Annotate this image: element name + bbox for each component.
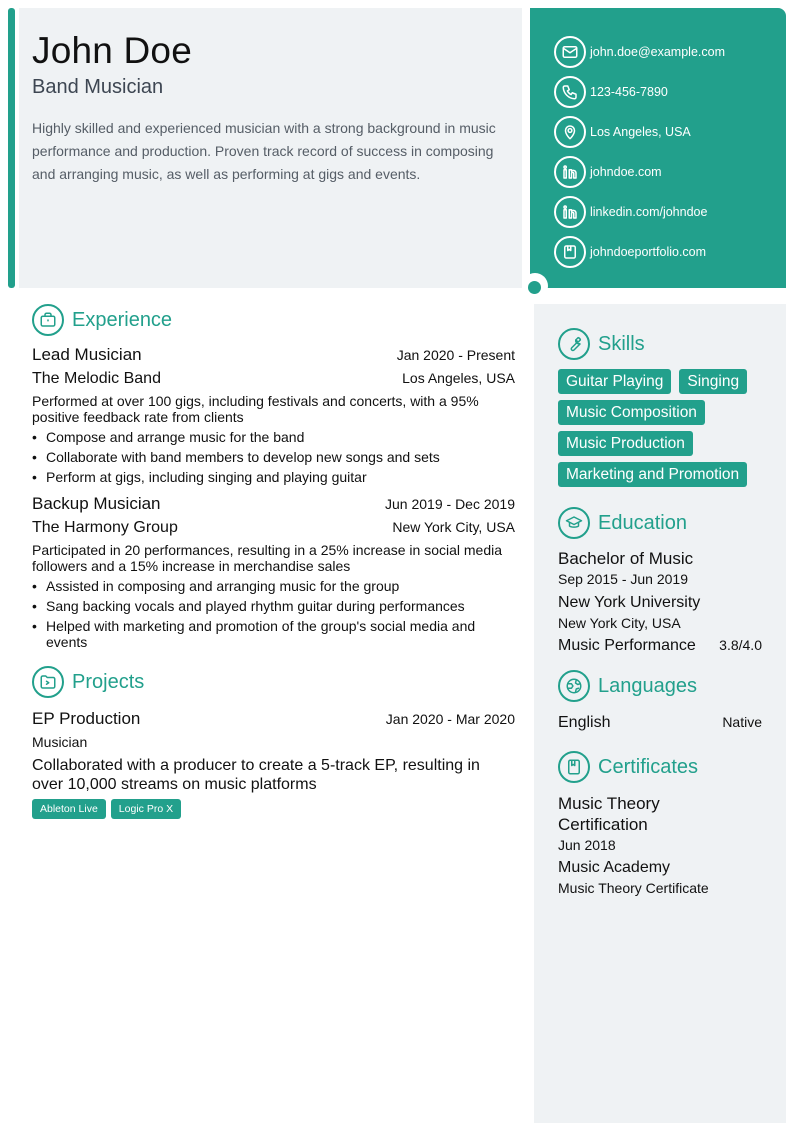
header-notch-dot [528, 281, 541, 294]
briefcase-icon [32, 304, 64, 336]
contact-portfolio-text: johndoeportfolio.com [590, 245, 707, 259]
education-degree: Bachelor of Music [558, 549, 694, 568]
candidate-title: Band Musician [32, 76, 164, 98]
education-gpa: 3.8/4.0 [719, 637, 762, 653]
contact-phone-text: 123-456-7890 [590, 85, 668, 99]
contact-linkedin-text: linkedin.com/johndoe [590, 205, 708, 219]
job-entry [32, 493, 515, 650]
wrench-icon [558, 328, 590, 360]
folder-icon [32, 666, 64, 698]
job-entry [32, 344, 515, 485]
certificate-date: Jun 2018 [558, 837, 616, 853]
job-bullet: • Collaborate with band members to develop new songs and sets [32, 449, 515, 465]
job-bullet: • Compose and arrange music for the band [32, 429, 515, 445]
education-entry [558, 548, 762, 656]
certificate-description: Music Theory Certificate [558, 880, 709, 896]
project-description: Collaborated with a producer to create a 5-track EP, resulting in over 10,000 streams on music platforms [32, 757, 480, 793]
education-dates: Sep 2015 - Jun 2019 [558, 571, 688, 587]
contact-panel [530, 8, 786, 288]
sidebar [534, 304, 786, 1123]
education-field: Music Performance [558, 637, 696, 654]
project-title: EP Production [32, 709, 141, 728]
job-summary: Performed at over 100 gigs, including festivals and concerts, with a 95% positive feedback rate from clients [32, 393, 479, 425]
job-location: Los Angeles, USA [402, 370, 515, 386]
book-icon [558, 751, 590, 783]
contact-linkedin[interactable] [554, 192, 786, 232]
contact-portfolio[interactable] [554, 232, 786, 272]
job-bullets [32, 578, 515, 650]
language-level: Native [722, 714, 762, 730]
certificate-entry [558, 793, 762, 899]
location-icon [554, 116, 586, 148]
contact-website-text: johndoe.com [590, 165, 662, 179]
portfolio-icon [554, 236, 586, 268]
education-title: Education [598, 511, 687, 534]
graduation-cap-icon [558, 507, 590, 539]
mail-icon [554, 36, 586, 68]
projects-title: Projects [72, 670, 145, 693]
contact-location [554, 112, 786, 152]
education-heading [558, 507, 762, 539]
skills-title: Skills [598, 332, 645, 355]
project-date: Jan 2020 - Mar 2020 [385, 711, 515, 727]
job-date: Jan 2020 - Present [396, 347, 515, 363]
job-date: Jun 2019 - Dec 2019 [385, 496, 515, 512]
project-tag: Ableton Live [32, 799, 106, 819]
certificates-title: Certificates [598, 755, 699, 778]
job-bullet: • Sang backing vocals and played rhythm guitar during performances [32, 598, 515, 614]
job-bullet: • Assisted in composing and arranging music for the group [32, 578, 515, 594]
skill-tag: Music Production [558, 431, 693, 456]
contact-email-text: john.doe@example.com [590, 45, 725, 59]
skill-tag: Music Composition [558, 400, 705, 425]
skill-tag: Singing [679, 369, 747, 394]
phone-icon [554, 76, 586, 108]
projects-heading [32, 666, 515, 698]
skills-heading [558, 328, 762, 360]
project-tag: Logic Pro X [111, 799, 181, 819]
education-school: New York University [558, 594, 701, 611]
linkedin-icon [554, 196, 586, 228]
language-name: English [558, 714, 611, 731]
job-bullet: • Helped with marketing and promotion of the group's social media and events [32, 618, 515, 650]
certificate-name: Music Theory Certification [558, 794, 660, 834]
job-location: New York City, USA [392, 519, 515, 535]
job-company: The Melodic Band [32, 370, 161, 387]
skill-tag: Guitar Playing [558, 369, 671, 394]
globe-icon [558, 670, 590, 702]
languages-heading [558, 670, 762, 702]
job-title: Lead Musician [32, 345, 142, 364]
skills-list [558, 369, 762, 487]
job-title: Backup Musician [32, 494, 161, 513]
certificates-heading [558, 751, 762, 783]
project-entry [32, 708, 515, 819]
candidate-name: John Doe [32, 30, 192, 71]
languages-title: Languages [598, 674, 697, 697]
job-summary: Participated in 20 performances, resulting in a 25% increase in social media followers and a 15% increase in merchandise sales [32, 542, 503, 574]
contact-phone[interactable] [554, 72, 786, 112]
education-location: New York City, USA [558, 615, 681, 631]
job-bullet: • Perform at gigs, including singing and playing guitar [32, 469, 515, 485]
linkedin-icon [554, 156, 586, 188]
experience-heading [32, 304, 515, 336]
accent-bar [8, 8, 15, 288]
contact-location-text: Los Angeles, USA [590, 125, 691, 139]
job-company: The Harmony Group [32, 519, 178, 536]
project-tags [32, 799, 515, 819]
experience-title: Experience [72, 308, 173, 331]
certificate-issuer: Music Academy [558, 859, 671, 876]
skill-tag: Marketing and Promotion [558, 462, 747, 487]
education-field-row [558, 635, 762, 656]
contact-website[interactable] [554, 152, 786, 192]
language-row [558, 712, 762, 733]
job-bullets [32, 429, 515, 485]
main-column [32, 304, 515, 819]
profile-summary: Highly skilled and experienced musician with a strong background in music performance and production. Proven track record of success in composing and arranging music, as well as performing at gigs and events. [32, 120, 496, 182]
header [19, 8, 522, 288]
contact-email[interactable] [554, 32, 786, 72]
project-role: Musician [32, 734, 88, 750]
